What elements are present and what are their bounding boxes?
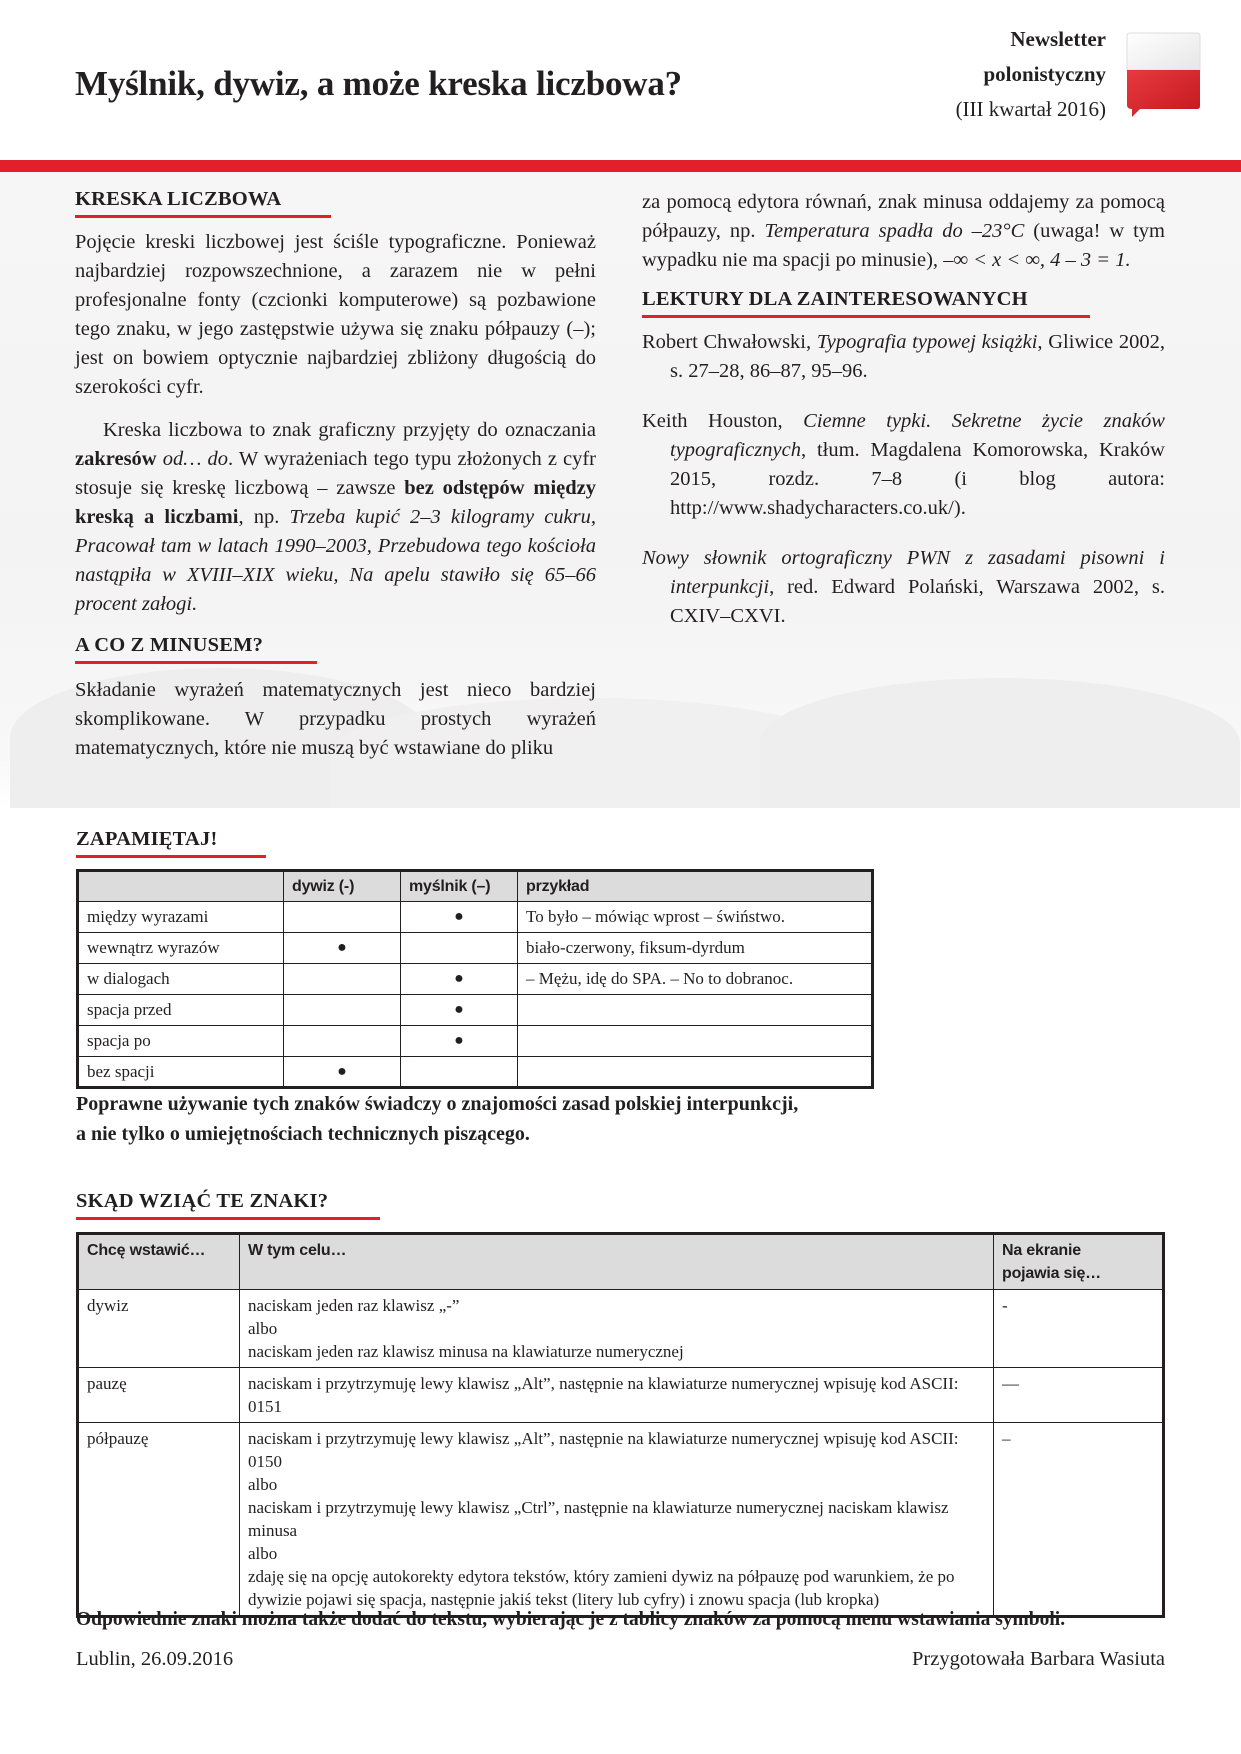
table-header-row: [78, 1234, 1164, 1290]
heading-underline: [76, 1217, 380, 1220]
section-heading-lektury: LEKTURY DLA ZAINTERESOWANYCH: [642, 288, 1028, 310]
dywiz-mark: ●: [284, 933, 401, 964]
footer-author: Przygotowała Barbara Wasiuta: [912, 1648, 1165, 1670]
table-header-cell: W tym celu…: [240, 1234, 994, 1290]
character-name: dywiz: [78, 1290, 240, 1368]
keyboard-table: [76, 1232, 1165, 1618]
page-title: Myślnik, dywiz, a może kreska liczbowa?: [75, 64, 682, 103]
heading-underline: [75, 215, 331, 218]
row-label: spacja przed: [78, 995, 284, 1026]
instructions-cell: naciskam jeden raz klawisz „-” albo naciskam jeden raz klawisz minusa na klawiaturze numerycznej: [240, 1290, 994, 1368]
character-name: pauzę: [78, 1368, 240, 1423]
row-label: bez spacji: [78, 1057, 284, 1088]
table-header-cell: [78, 871, 284, 902]
dywiz-mark: ●: [284, 1057, 401, 1088]
result-glyph: —: [994, 1368, 1164, 1423]
table-row: [78, 1368, 1164, 1423]
table-row: [78, 1290, 1164, 1368]
table-header-cell: Na ekranie pojawia się…: [994, 1234, 1164, 1290]
section-heading-zapamietaj: ZAPAMIĘTAJ!: [76, 828, 218, 850]
paragraph-kreska-2: Kreska liczbowa to znak graficzny przyjęty do oznaczania zakresów od… do. W wyrażeniach tego typu złożonych z cyfr stosuje się kreskę liczbową – zawsze bez odstępów między kreską a liczbami, np. Trzeba kupić 2–3 kilogramy cukru, Pracował tam w latach 1990–2003, Przebudowa tego kościoła nastąpiła w XVIII–XIX wieku, Na apelu stawiło się 65–66 procent załogi.: [75, 419, 597, 615]
dywiz-mark: [284, 902, 401, 933]
newsletter-label: [956, 22, 1106, 127]
table-header-cell: Chcę wstawić…: [78, 1234, 240, 1290]
table-header-cell: dywiz (-): [284, 871, 401, 902]
table-header-cell: myślnik (–): [401, 871, 518, 902]
section-heading-kreska: KRESKA LICZBOWA: [75, 188, 282, 210]
example-cell: – Mężu, idę do SPA. – No to dobranoc.: [518, 964, 873, 995]
background-hill: [760, 678, 1240, 808]
myslnik-mark: [401, 933, 518, 964]
example-cell: biało-czerwony, fiksum-dyrdum: [518, 933, 873, 964]
newsletter-line1: Newsletter: [1010, 27, 1106, 51]
polish-flag-icon: [1124, 32, 1201, 118]
myslnik-mark: ●: [401, 995, 518, 1026]
row-label: spacja po: [78, 1026, 284, 1057]
myslnik-mark: ●: [401, 902, 518, 933]
result-glyph: –: [994, 1423, 1164, 1617]
result-glyph: -: [994, 1290, 1164, 1368]
newsletter-line2: polonistyczny: [983, 62, 1106, 86]
skad-note: Odpowiednie znaki można także dodać do tekstu, wybierając je z tablicy znaków za pomocą menu wstawiania symboli.: [76, 1609, 1066, 1630]
zapamietaj-heading-block: [76, 825, 266, 858]
example-cell: [518, 1026, 873, 1057]
table-row: [78, 995, 873, 1026]
dywiz-mark: [284, 995, 401, 1026]
example-cell: To było – mówiąc wprost – świństwo.: [518, 902, 873, 933]
myslnik-mark: ●: [401, 1026, 518, 1057]
left-column: [75, 185, 596, 763]
instructions-cell: naciskam i przytrzymuję lewy klawisz „Alt”, następnie na klawiaturze numerycznej wpisuję kod ASCII: 0150 albo naciskam i przytrzymuję lewy klawisz „Ctrl”, następnie na klawiaturze numerycznej naciskam klawisz minusa albo zdaję się na opcję autokorekty edytora tekstów, który zamieni dywiz na półpauzę pod warunkiem, że po dywizie pojawi się spacja, następnie jakiś tekst (litery lub cyfry) i znowu spacja (lub kropka): [240, 1423, 994, 1617]
table-row: [78, 902, 873, 933]
table-row: [78, 933, 873, 964]
dywiz-mark: [284, 964, 401, 995]
myslnik-mark: [401, 1057, 518, 1088]
reference-item: Keith Houston, Ciemne typki. Sekretne życie znaków typograficznych, tłum. Magdalena Komorowska, Kraków 2015, rozdz. 7–8 (i blog autora: http://www.shadycharacters.co.uk/).: [642, 410, 1165, 519]
row-label: wewnątrz wyrazów: [78, 933, 284, 964]
example-cell: [518, 995, 873, 1026]
reference-item: Nowy słownik ortograficzny PWN z zasadami pisowni i interpunkcji, red. Edward Polański, Warszawa 2002, s. CXIV–CXVI.: [642, 547, 1165, 627]
page-header: [0, 0, 1241, 160]
right-column: [642, 188, 1165, 631]
section-heading-skad: SKĄD WZIĄĆ TE ZNAKI?: [76, 1190, 329, 1212]
reference-item: Robert Chwałowski, Typografia typowej książki, Gliwice 2002, s. 27–28, 86–87, 95–96.: [642, 331, 1165, 382]
dywiz-mark: [284, 1026, 401, 1057]
row-label: w dialogach: [78, 964, 284, 995]
header-red-bar: [0, 160, 1241, 172]
table-row: [78, 1057, 873, 1088]
paragraph-minus-2: za pomocą edytora równań, znak minusa oddajemy za pomocą półpauzy, np. Temperatura spadła do –23°C (uwaga! w tym wypadku nie ma spacji po minusie), –∞ < x < ∞, 4 – 3 = 1.: [642, 191, 1166, 271]
heading-underline: [642, 315, 1090, 318]
skad-heading-block: [76, 1187, 380, 1220]
zapamietaj-note: [76, 1089, 798, 1149]
note-line: a nie tylko o umiejętnościach technicznych piszącego.: [76, 1123, 530, 1145]
punctuation-table: [76, 869, 874, 1089]
newsletter-line3: (III kwartał 2016): [955, 97, 1106, 121]
paragraph-kreska-1: Pojęcie kreski liczbowej jest ściśle typograficzne. Ponieważ najbardziej rozpowszechnione, a zarazem nie w pełni profesjonalne fonty (czcionki komputerowe) są pozbawione tego znaku, w jego zastępstwie używa się znaku półpauzy (–); jest on bowiem optycznie najbardziej zbliżony długością do szerokości cyfr.: [75, 231, 596, 398]
section-heading-minus: A CO Z MINUSEM?: [75, 634, 264, 656]
table-row: [78, 1026, 873, 1057]
myslnik-mark: ●: [401, 964, 518, 995]
table-row: [78, 1423, 1164, 1617]
table-header-row: [78, 871, 873, 902]
character-name: półpauzę: [78, 1423, 240, 1617]
footer-place-date: Lublin, 26.09.2016: [76, 1648, 234, 1670]
example-cell: [518, 1057, 873, 1088]
heading-underline: [75, 661, 317, 664]
note-line: Poprawne używanie tych znaków świadczy o znajomości zasad polskiej interpunkcji,: [76, 1093, 799, 1115]
table-header-cell: przykład: [518, 871, 873, 902]
table-row: [78, 964, 873, 995]
instructions-cell: naciskam i przytrzymuję lewy klawisz „Alt”, następnie na klawiaturze numerycznej wpisuję kod ASCII: 0151: [240, 1368, 994, 1423]
row-label: między wyrazami: [78, 902, 284, 933]
paragraph-minus-1: Składanie wyrażeń matematycznych jest nieco bardziej skomplikowane. W przypadku prostych wyrażeń matematycznych, które nie muszą być wstawiane do pliku: [75, 679, 596, 759]
heading-underline: [76, 855, 266, 858]
